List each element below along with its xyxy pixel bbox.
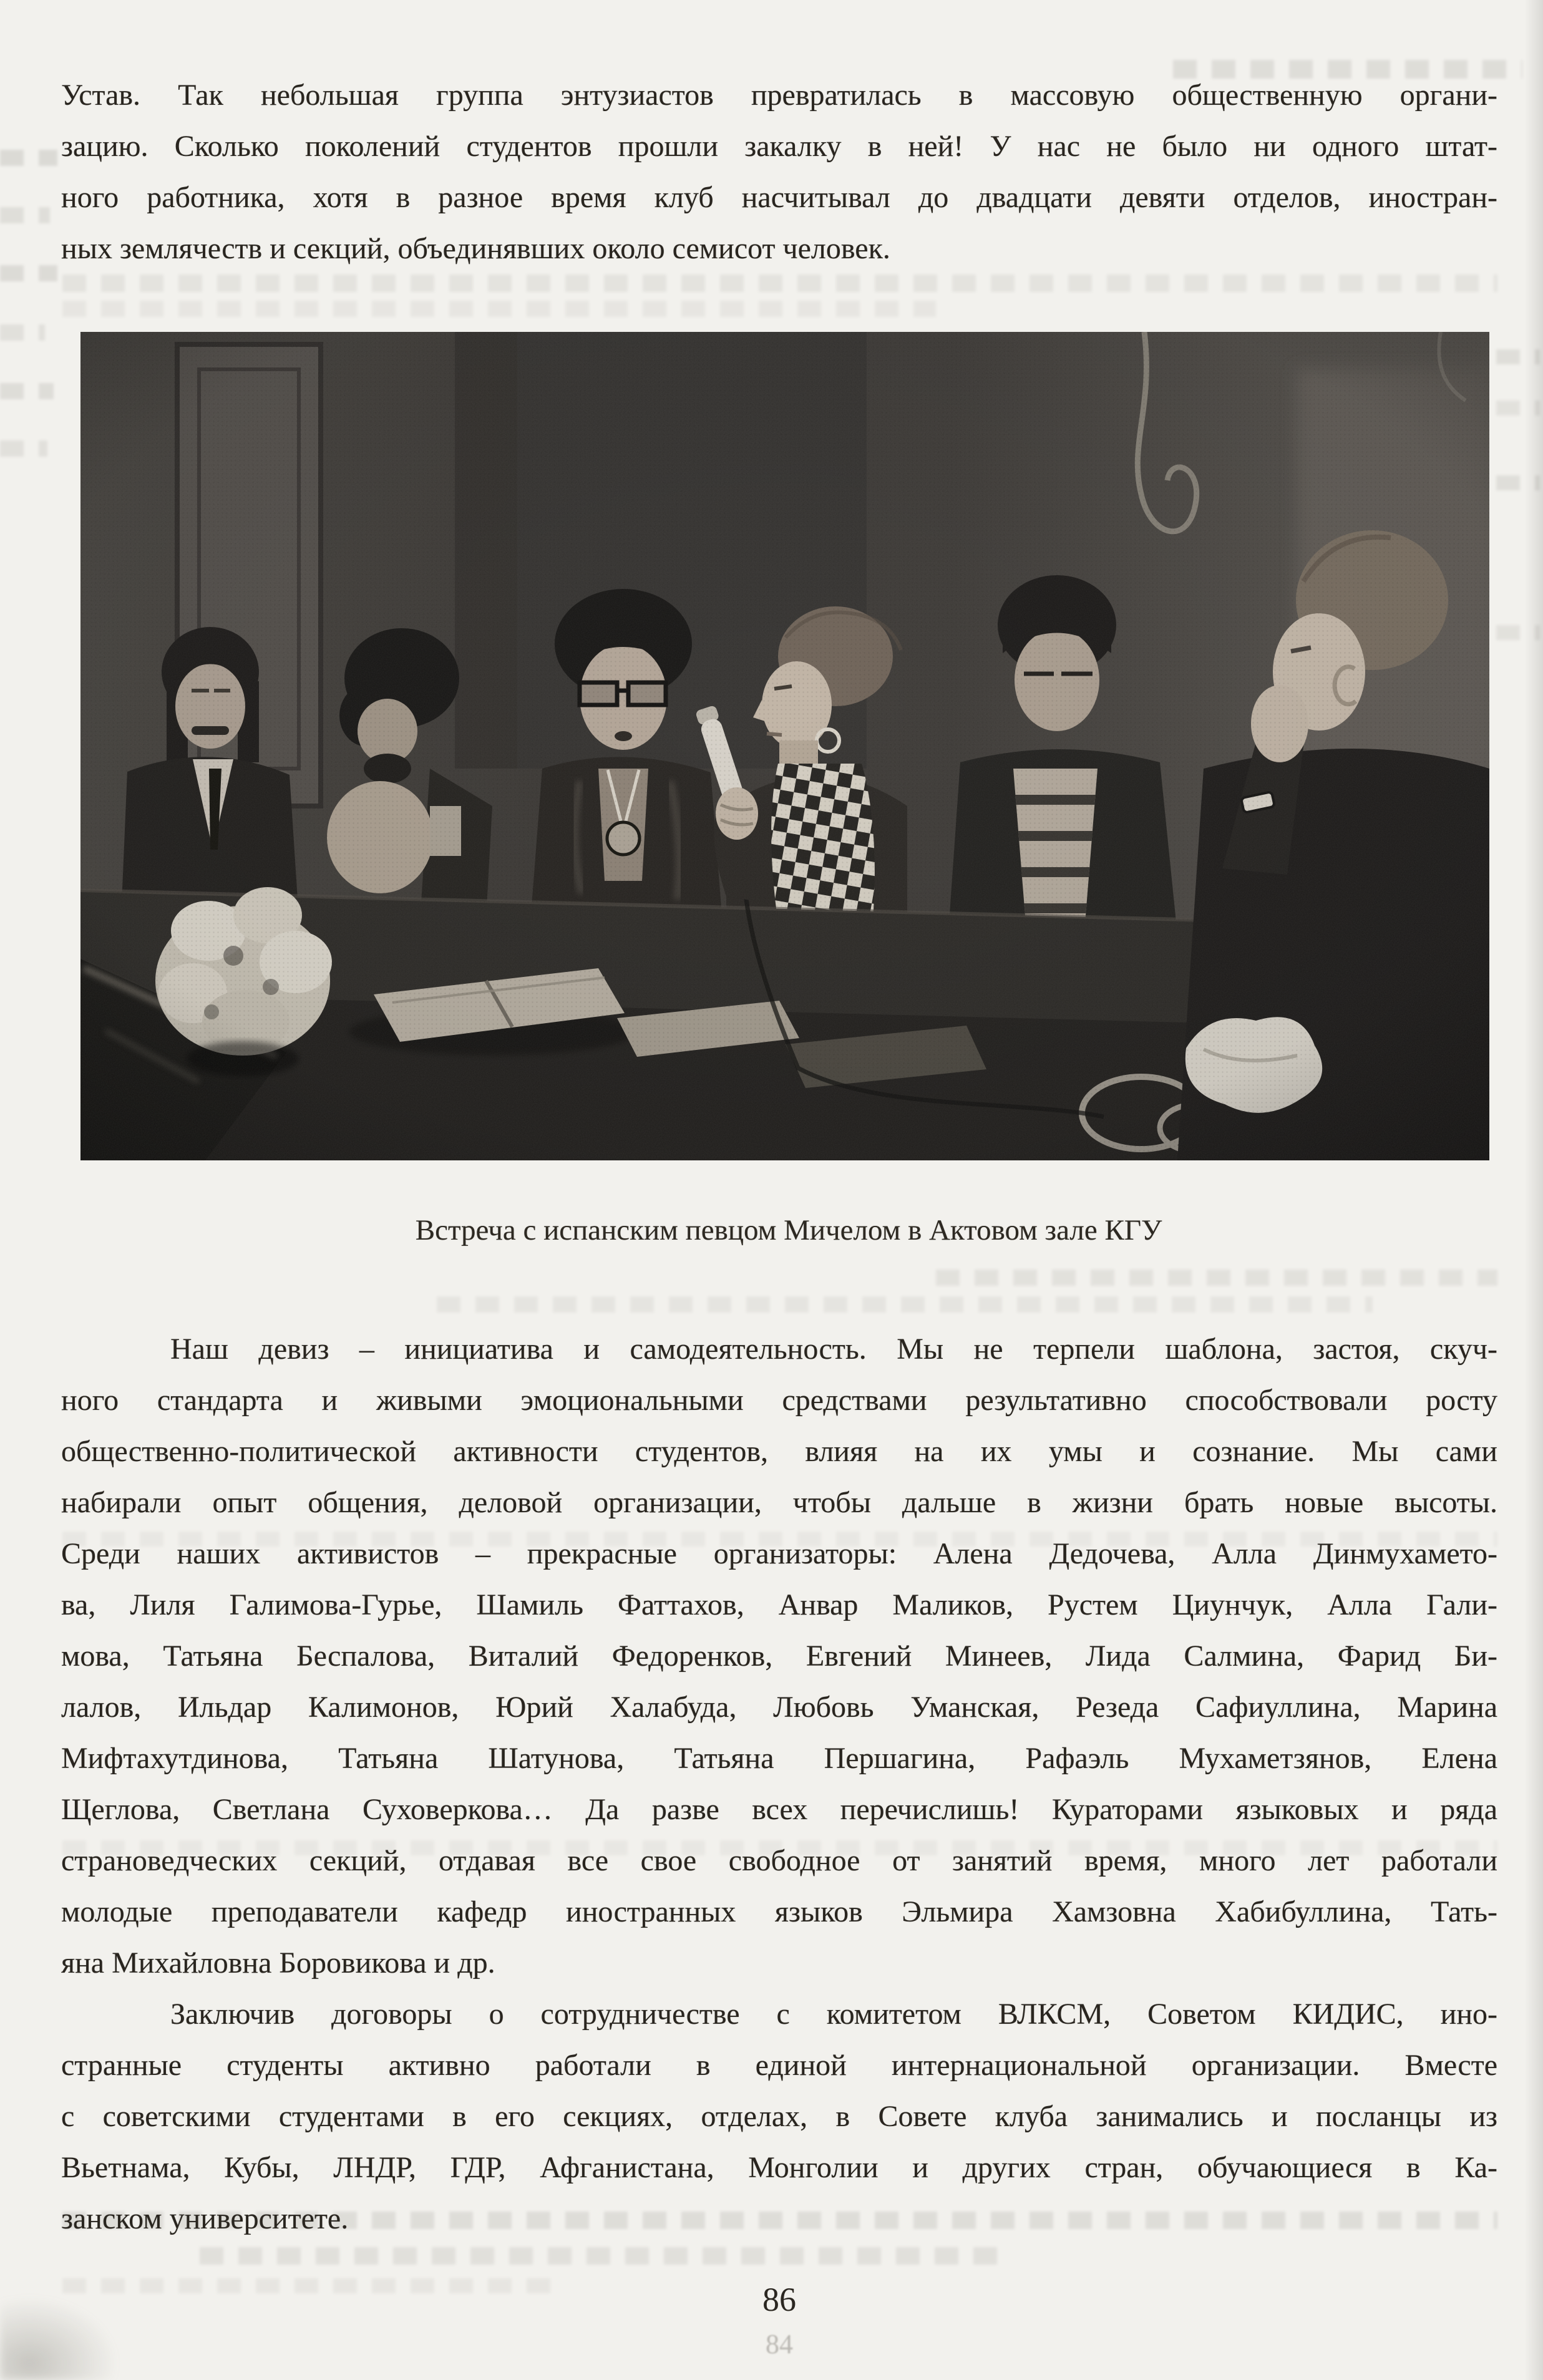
bleedthrough-artifact [62, 274, 1497, 292]
text-line: Среди наших активистов – прекрасные организаторы: Алена Дедочева, Алла Динмухамето- [61, 1537, 1497, 1570]
bleedthrough-artifact [62, 301, 936, 317]
text-line: с советскими студентами в его секциях, отделах, в Совете клуба занимались и посланцы из [61, 2100, 1497, 2133]
text-line: Устав. Так небольшая группа энтузиастов превратилась в массовую общественную органи- [61, 79, 1497, 112]
text-line: Вьетнама, Кубы, ЛНДР, ГДР, Афганистана, Монголии и других стран, обучающиеся в Ка- [61, 2151, 1497, 2184]
meeting-photograph [80, 332, 1489, 1160]
text-line: мова, Татьяна Беспалова, Виталий Федоренков, Евгений Минеев, Лида Салмина, Фарид Би- [61, 1639, 1497, 1673]
text-line: лалов, Ильдар Калимонов, Юрий Халабуда, Любовь Уманская, Резеда Сафиуллина, Марина [61, 1691, 1497, 1724]
text-line: общественно-политической активности студентов, влияя на их умы и сознание. Мы сами [61, 1435, 1497, 1468]
bleedthrough-artifact [200, 2247, 1011, 2265]
photo-caption: Встреча с испанским певцом Мичелом в Актовом зале КГУ [415, 1214, 1162, 1246]
text-line: яна Михайловна Боровикова и др. [61, 1946, 495, 1979]
bleedthrough-artifact [0, 324, 45, 341]
text-line: Мифтахутдинова, Татьяна Шатунова, Татьяна Першагина, Рафаэль Мухаметзянов, Елена [61, 1742, 1497, 1775]
paragraph-2 [61, 1324, 1497, 1989]
bleedthrough-artifact [437, 1296, 1373, 1313]
text-line: зацию. Сколько поколений студентов прошли закалку в ней! У нас не было ни одного штат- [61, 130, 1497, 163]
text-line: молодые преподаватели кафедр иностранных языков Эльмира Хамзовна Хабибуллина, Тать- [61, 1895, 1497, 1928]
text-line: странные студенты активно работали в единой интернациональной организации. Вместе [61, 2049, 1497, 2082]
text-line: Заключив договоры о сотрудничестве с комитетом ВЛКСМ, Советом КИДИС, ино- [170, 1998, 1497, 2031]
scan-smudge [0, 2296, 119, 2380]
text-line: страноведческих секций, отдавая все свое свободное от занятий время, много лет работали [61, 1844, 1497, 1877]
text-line: занском университете. [61, 2202, 349, 2235]
text-line: ного стандарта и живыми эмоциональными средствами результативно способствовали росту [61, 1384, 1497, 1417]
text-line: Наш девиз – инициатива и самодеятельность. Мы не терпели шаблона, застоя, скуч- [170, 1333, 1497, 1366]
page-number: 86 [762, 2281, 796, 2318]
paragraph-3 [61, 1989, 1497, 2245]
text-line: ва, Лиля Галимова-Гурье, Шамиль Фаттахов, Анвар Маликов, Рустем Циунчук, Алла Гали- [61, 1588, 1497, 1621]
text-line: ных землячеств и секций, объединявших около семисот человек. [61, 232, 890, 265]
bleedthrough-artifact [0, 440, 47, 457]
scan-edge-shadow [1524, 0, 1543, 2380]
bleedthrough-artifact [0, 383, 54, 399]
text-line: набирали опыт общения, деловой организации, чтобы дальше в жизни брать новые высоты. [61, 1486, 1497, 1519]
photo-illustration [80, 332, 1489, 1160]
bleedthrough-artifact [0, 265, 57, 281]
text-line: Щеглова, Светлана Суховеркова… Да разве всех перечислишь! Кураторами языковых и ряда [61, 1793, 1497, 1826]
photo-grain [80, 332, 1489, 1160]
text-line: ного работника, хотя в разное время клуб насчитывал до двадцати девяти отделов, иностран- [61, 181, 1497, 214]
paragraph-1 [61, 70, 1497, 274]
bleedthrough-artifact [936, 1270, 1497, 1286]
bleedthrough-artifact [0, 207, 50, 223]
bleedthrough-page-number: 84 [766, 2329, 793, 2359]
bleedthrough-artifact [0, 150, 57, 166]
